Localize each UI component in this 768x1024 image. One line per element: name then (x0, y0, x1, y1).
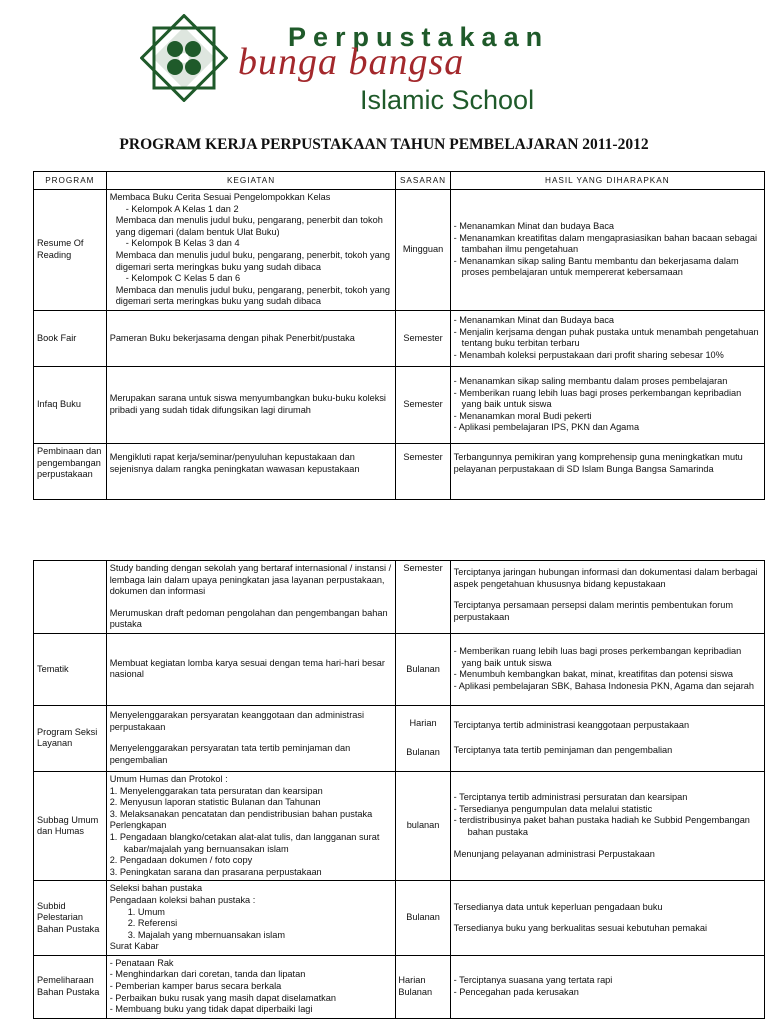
kegiatan-cell (106, 955, 396, 1018)
sasaran-cell (396, 705, 450, 771)
program-cell: Pembinaan dan pengembangan perpustakaan (34, 443, 107, 499)
kegiatan-cell: Pameran Buku bekerjasama dengan pihak Penerbit/pustaka (106, 310, 396, 366)
hasil-line: - Aplikasi pembelajaran SBK, Bahasa Indonesia PKN, Agama dan sejarah (453, 681, 754, 692)
kegiatan-line: 3. Majalah yang mbernuansakan islam (127, 929, 285, 940)
hasil-line: Tersedianya buku yang berkualitas sesuai kebutuhan pemakai (453, 923, 707, 934)
program-table-1 (33, 171, 765, 500)
kegiatan-line: - Membuang buku yang tidak dapat diperbaiki lagi (109, 1004, 313, 1015)
table-row (34, 561, 765, 634)
hasil-line: Terciptanya tertib administrasi keanggotaan perpustakaan (453, 719, 690, 730)
kegiatan-line: Merumuskan draft pedoman pengolahan dan pengembangan bahan pustaka (109, 607, 388, 630)
brand-title: Perpustakaan (288, 22, 550, 52)
kegiatan-line: Membaca dan menulis judul buku, pengarang, penerbit, tokoh yang digemari serta meringkas buku yang sudah dibaca (115, 249, 390, 272)
document-title: PROGRAM KERJA PERPUSTAKAAN TAHUN PEMBELAJARAN 2011-2012 (119, 136, 649, 153)
kegiatan-line: - Kelompok C Kelas 5 dan 6 (125, 273, 241, 284)
hasil-cell (450, 366, 764, 443)
hasil-cell (450, 881, 764, 956)
kegiatan-line: 1. Umum (127, 906, 165, 917)
hasil-line: - Menambah koleksi perpustakaan dari profit sharing sebesar 10% (453, 350, 724, 361)
hasil-line: Tersedianya data untuk keperluan pengadaan buku (453, 901, 663, 912)
program-cell: Book Fair (34, 310, 107, 366)
kegiatan-line: 2. Menyusun laporan statistic Bulanan dan Tahunan (109, 797, 321, 808)
table-row (34, 771, 765, 880)
kegiatan-line: - Pemberian kamper barus secara berkala (109, 981, 282, 992)
hasil-line: Terciptanya persamaan persepsi dalam merintis pembentukan forum perpustakaan (453, 600, 734, 622)
program-cell: Program Seksi Layanan (34, 705, 107, 771)
kegiatan-line: Menyelenggarakan persyaratan tata tertib peminjaman dan pengembalian (109, 743, 351, 766)
hasil-line: - Memberikan ruang lebih luas bagi proses perkembangan kepribadian yang baik untuk siswa (453, 387, 742, 410)
kegiatan-line: - Menghindarkan dari coretan, tanda dan lipatan (109, 969, 306, 980)
column-header-kegiatan: KEGIATAN (106, 172, 396, 190)
kegiatan-cell (106, 705, 396, 771)
hasil-line: - Menanamkan Minat dan Budaya baca (453, 315, 615, 326)
table-row (34, 443, 765, 499)
line-gap (454, 913, 761, 923)
hasil-line: - Menumbuh kembangkan bakat, minat, kreatifitas dan potensi siswa (453, 669, 734, 680)
kegiatan-line: Membaca dan menulis judul buku, pengarang, penerbit dan tokoh yang digemari (dalam bentuk Ulat Buku) (115, 215, 383, 237)
hasil-cell (450, 771, 764, 880)
line-gap (110, 733, 393, 743)
hasil-line: - Menjalin kerjsama dengan puhak pustaka untuk menambah pengetahuan tentang buku terbitan terbaru (453, 326, 759, 349)
kegiatan-line: - Perbaikan buku rusak yang masih dapat diselamatkan (109, 992, 336, 1003)
table-row (34, 955, 765, 1018)
page-header (0, 0, 768, 130)
program-cell: Subbid Pelestarian Bahan Pustaka (34, 881, 107, 956)
kegiatan-line: Umum Humas dan Protokol : (109, 773, 228, 784)
column-header-hasil: HASIL YANG DIHARAPKAN (450, 172, 764, 190)
sasaran-cell (396, 955, 450, 1018)
kegiatan-cell: Membuat kegiatan lomba karya sesuai dengan tema hari-hari besar nasional (106, 633, 396, 705)
kegiatan-line: 2. Pengadaan dokumen / foto copy (109, 855, 253, 866)
table-row (34, 366, 765, 443)
line-gap (398, 729, 447, 747)
kegiatan-line: 1. Menyelenggarakan tata persuratan dan kearsipan (109, 785, 323, 796)
sasaran-cell: Semester (396, 366, 450, 443)
program-cell: Subbag Umum dan Humas (34, 771, 107, 880)
sasaran-cell: bulanan (396, 771, 450, 880)
line-gap (454, 590, 761, 600)
program-table-2 (33, 560, 765, 1019)
kegiatan-line: - Kelompok B Kelas 3 dan 4 (125, 238, 240, 249)
kegiatan-cell (106, 190, 396, 311)
hasil-line: - Aplikasi pembelajaran IPS, PKN dan Agama (453, 422, 640, 433)
sasaran-line: Harian (398, 975, 426, 986)
hasil-line: - Menanamkan moral Budi pekerti (453, 410, 592, 421)
sasaran-cell: Bulanan (396, 633, 450, 705)
program-cell: Infaq Buku (34, 366, 107, 443)
hasil-cell (450, 633, 764, 705)
hasil-cell (450, 955, 764, 1018)
line-gap (454, 731, 761, 745)
hasil-line: - Menanamkan Minat dan budaya Baca (453, 220, 615, 231)
hasil-line: - Menanamkan sikap saling membantu dalam proses pembelajaran (453, 375, 728, 386)
hasil-cell (450, 561, 764, 634)
kegiatan-line: Study banding dengan sekolah yang bertaraf internasional / instansi / lembaga lain dalam upaya peningkatan jasa layanan perpustakaan, dokumen dan informasi (109, 563, 392, 597)
kegiatan-cell (106, 561, 396, 634)
kegiatan-line: 1. Pengadaan blangko/cetakan alat-alat tulis, dan langganan surat kabar/majalah yang bernuansakan islam (109, 831, 380, 854)
column-header-program: PROGRAM (34, 172, 107, 190)
kegiatan-line: 2. Referensi (127, 918, 178, 929)
sasaran-cell: Mingguan (396, 190, 450, 311)
hasil-line: Menunjang pelayanan administrasi Perpustakaan (453, 848, 655, 859)
sasaran-cell: Semester (396, 310, 450, 366)
sasaran-line: Bulanan (398, 986, 433, 997)
table-row (34, 705, 765, 771)
kegiatan-line: Menyelenggarakan persyaratan keanggotaan dan administrasi perpustakaan (109, 710, 365, 732)
hasil-line: - Terciptanya tertib administrasi persuratan dan kearsipan (453, 792, 688, 803)
hasil-line: Terciptanya tata tertib peminjaman dan pengembalian (453, 745, 673, 756)
kegiatan-line: - Kelompok A Kelas 1 dan 2 (125, 203, 239, 214)
table-row (34, 881, 765, 956)
table-header-row (34, 172, 765, 190)
hasil-line: - Pencegahan pada kerusakan (453, 986, 579, 997)
brand-subtitle: Islamic School (360, 85, 535, 115)
table-row (34, 310, 765, 366)
hasil-line: - Tersedianya pengumpulan data melalui statistic (453, 803, 653, 814)
kegiatan-line: Perlengkapan (109, 820, 167, 831)
column-header-sasaran: SASARAN (396, 172, 450, 190)
table-row (34, 190, 765, 311)
program-cell: Tematik (34, 633, 107, 705)
sasaran-cell: Semester (396, 443, 450, 499)
hasil-cell (450, 705, 764, 771)
sasaran-line: Harian (409, 717, 437, 728)
sasaran-line: Bulanan (406, 747, 440, 758)
line-gap (110, 598, 393, 608)
program-cell (34, 561, 107, 634)
kegiatan-line: 3. Melaksanakan pencatatan dan pendistribusian bahan pustaka (109, 808, 373, 819)
hasil-line: - terdistribusinya paket bahan pustaka hadiah ke Subbid Pengembangan bahan pustaka (453, 815, 750, 837)
kegiatan-line: Seleksi bahan pustaka (109, 883, 203, 894)
kegiatan-cell: Mengikluti rapat kerja/seminar/penyuluhan kepustakaan dan sejenisnya dalam rangka peningkatan wawasan kepustakaan (106, 443, 396, 499)
hasil-line: - Terciptanya suasana yang tertata rapi (453, 975, 613, 986)
kegiatan-line: Membaca dan menulis judul buku, pengarang, penerbit, tokoh yang digemari serta meringkas buku yang sudah dibaca (115, 284, 390, 307)
kegiatan-line: Membaca Buku Cerita Sesuai Pengelompokkan Kelas (109, 192, 331, 202)
brand-script-title: bunga bangsa (238, 41, 465, 83)
hasil-cell (450, 310, 764, 366)
sasaran-cell: Semester (396, 561, 450, 634)
hasil-line: Terciptanya jaringan hubungan informasi dan dokumentasi dalam berbagai aspek pengetahuan khususnya bidang kepustakaan (453, 567, 758, 589)
program-cell: Resume Of Reading (34, 190, 107, 311)
program-cell: Pemeliharaan Bahan Pustaka (34, 955, 107, 1018)
hasil-cell: Terbangunnya pemikiran yang komprehensip guna meningkatkan mutu pelayanan perpustakaan di SD Islam Bunga Bangsa Samarinda (450, 443, 764, 499)
sasaran-cell: Bulanan (396, 881, 450, 956)
kegiatan-cell (106, 771, 396, 880)
kegiatan-line: 3. Peningkatan sarana dan prasarana perpustakaan (109, 866, 322, 877)
kegiatan-cell (106, 881, 396, 956)
hasil-line: - Menanamkan kreatifitas dalam mengaprasiasikan bahan bacaan sebagai tambahan ilmu pengetahuan (453, 232, 758, 255)
line-gap (454, 839, 761, 849)
hasil-cell (450, 190, 764, 311)
kegiatan-line: Pengadaan koleksi bahan pustaka : (109, 894, 256, 905)
kegiatan-line: - Penataan Rak (109, 957, 174, 968)
hasil-line: - Menanamkan sikap saling Bantu membantu dan bekerjasama dalam proses pembelajaran untuk mempererat kebersamaan (453, 255, 739, 278)
hasil-line: - Memberikan ruang lebih luas bagi proses perkembangan kepribadian yang baik untuk siswa (453, 646, 742, 668)
kegiatan-line: Surat Kabar (109, 941, 159, 952)
table-row (34, 633, 765, 705)
kegiatan-cell: Merupakan sarana untuk siswa menyumbangkan buku-buku koleksi pribadi yang sudah tidak difungsikan lagi dirumah (106, 366, 396, 443)
school-logo-icon (140, 14, 228, 102)
